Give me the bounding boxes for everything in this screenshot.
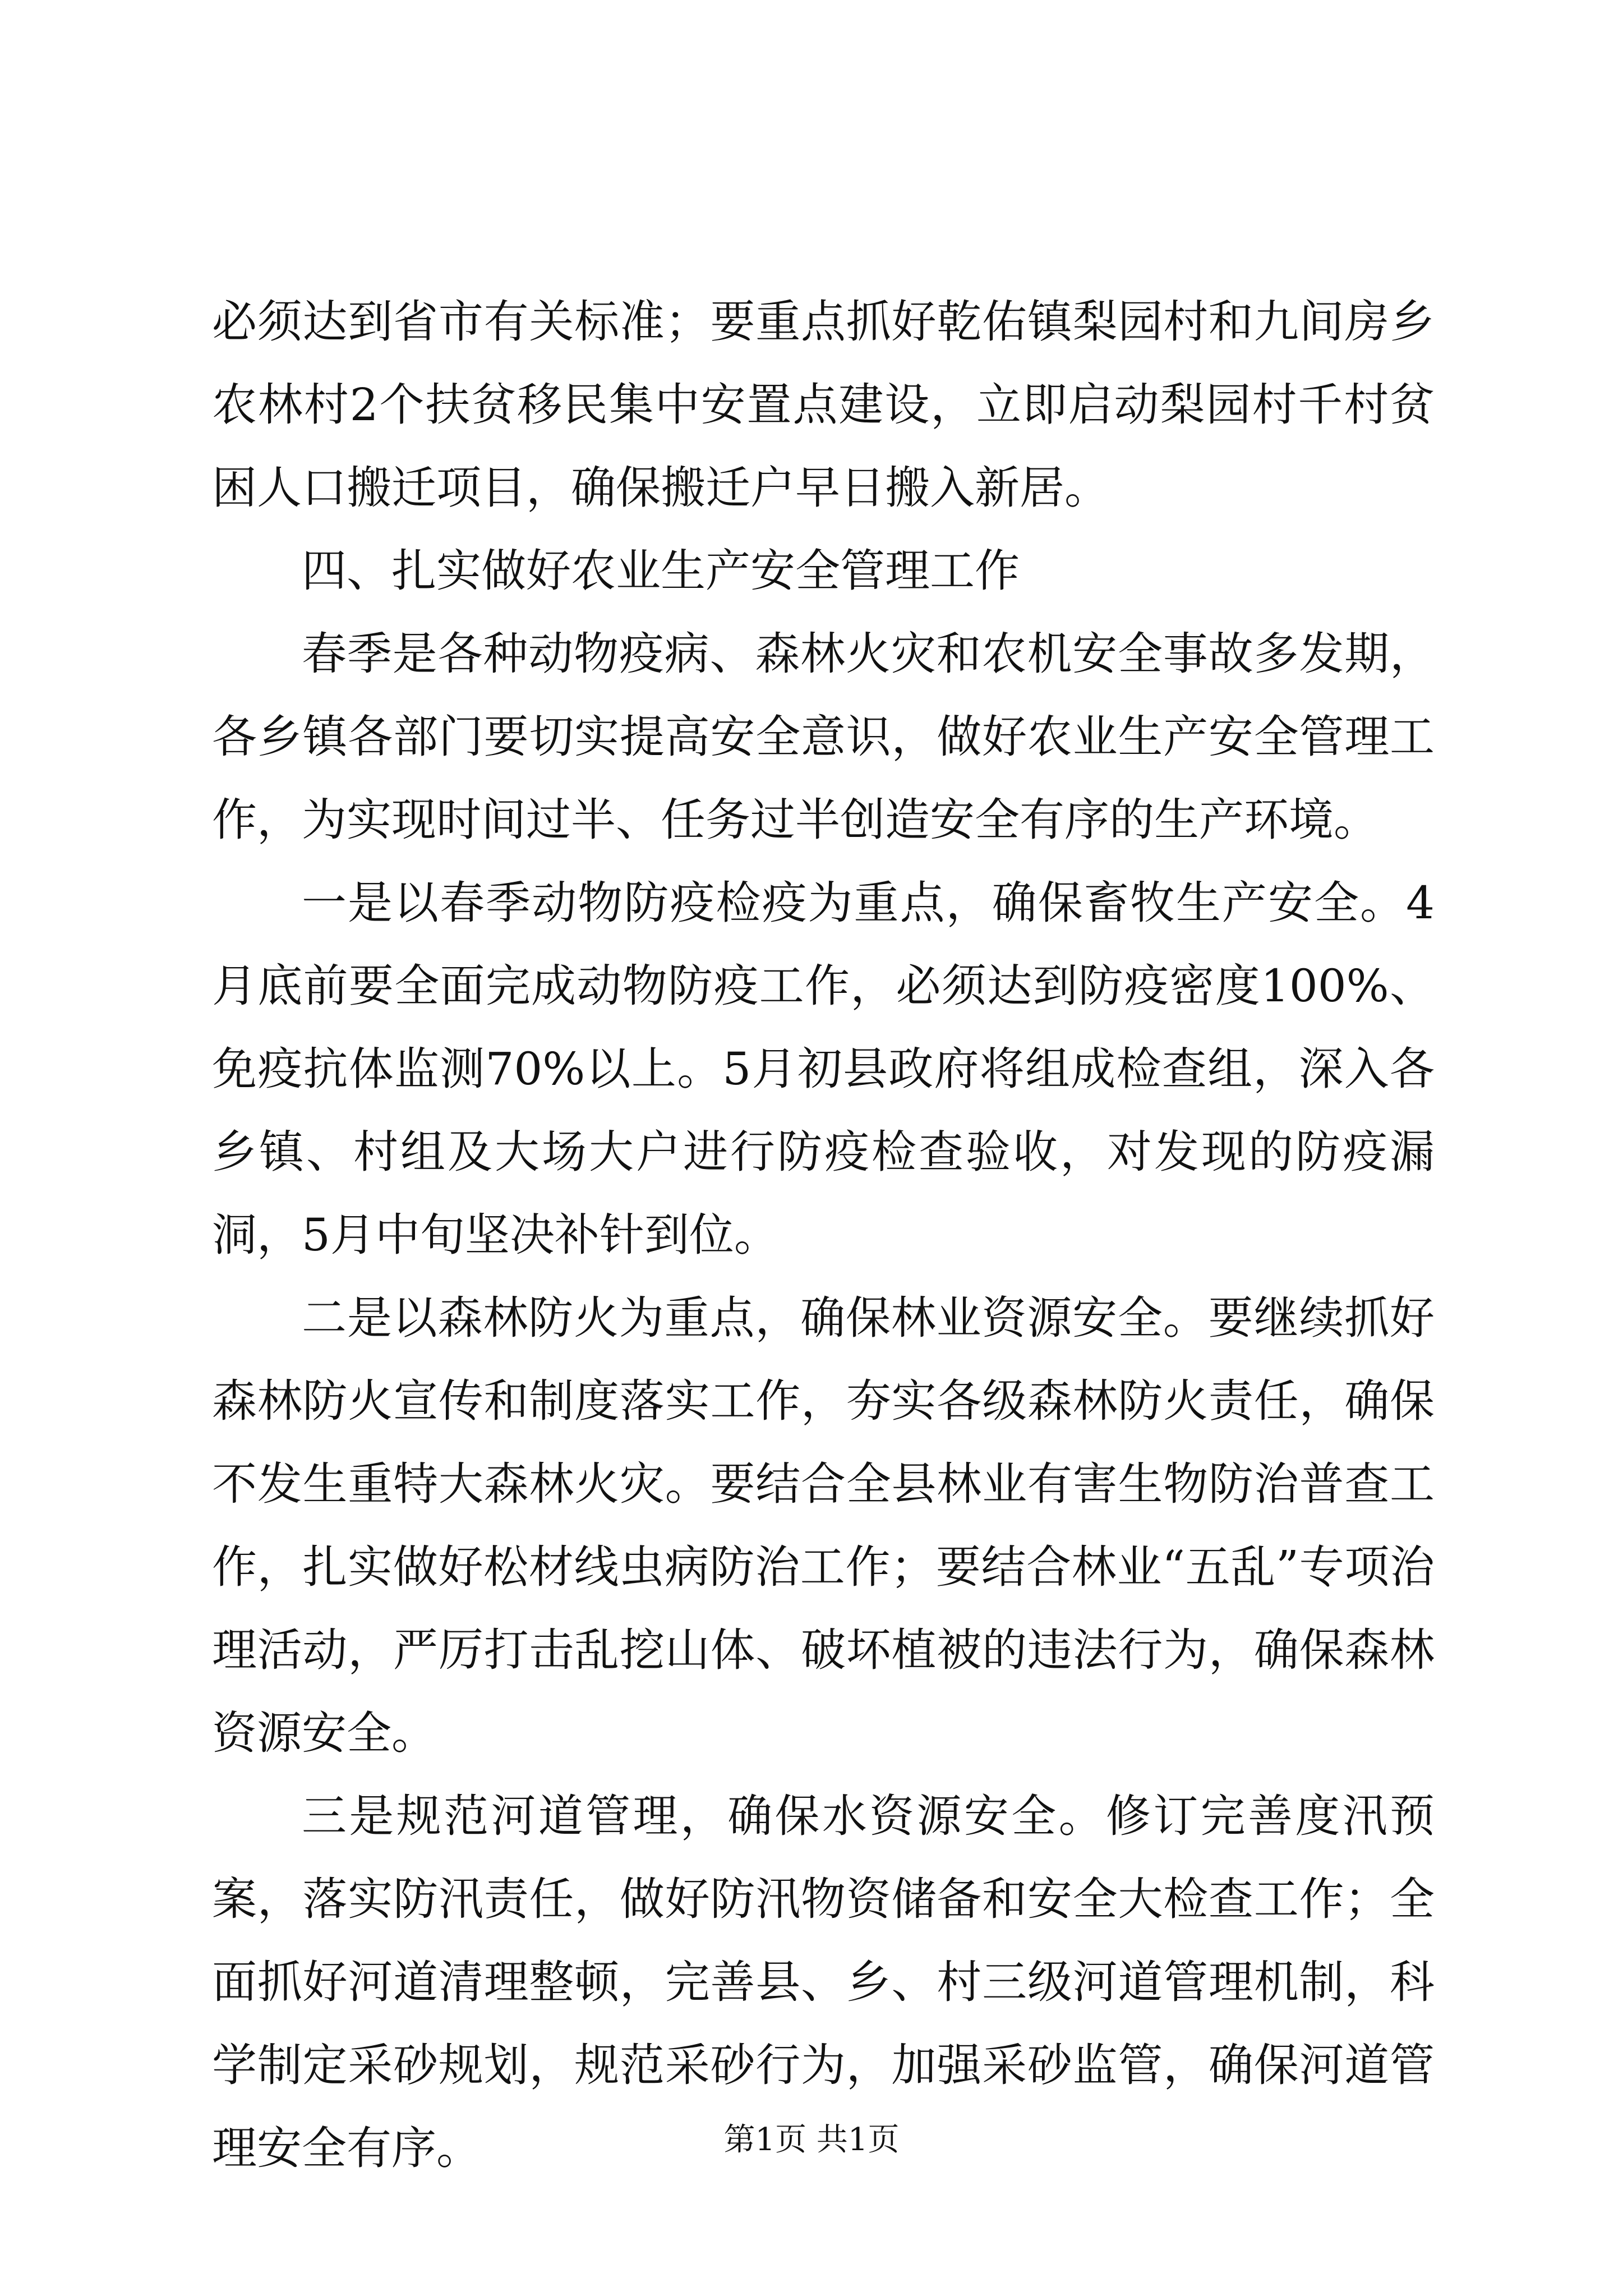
paragraph-intro: 春季是各种动物疫病、森林火灾和农机安全事故多发期，各乡镇各部门要切实提高安全意识，做好农业生产安全管理工作，为实现时间过半、任务过半创造安全有序的生产环境。 <box>212 628 1435 846</box>
paragraph-item-3: 三是规范河道管理，确保水资源安全。修订完善度汛预案，落实防汛责任，做好防汛物资储备和安全大检查工作；全面抓好河道清理整顿，完善县、乡、村三级河道管理机制，科学制定采砂规划，规范采砂行为，加强采砂监管，确保河道管理安全有序。 <box>212 1790 1435 2174</box>
paragraph-item-2: 二是以森林防火为重点，确保林业资源安全。要继续抓好森林防火宣传和制度落实工作，夯实各级森林防火责任，确保不发生重特大森林火灾。要结合全县林业有害生物防治普查工作，扎实做好松材线虫病防治工作；要结合林业“五乱”专项治理活动，严厉打击乱挖山体、破坏植被的违法行为，确保森林资源安全。 <box>212 1292 1435 1759</box>
paragraph-continuation: 必须达到省市有关标准；要重点抓好乾佑镇梨园村和九间房乡农林村2个扶贫移民集中安置点建设，立即启动梨园村千村贫困人口搬迁项目，确保搬迁户早日搬入新居。 <box>212 296 1435 514</box>
document-body <box>212 280 1435 2190</box>
paragraph-item-1: 一是以春季动物防疫检疫为重点，确保畜牧生产安全。4月底前要全面完成动物防疫工作，必须达到防疫密度100%、免疫抗体监测70%以上。5月初县政府将组成检查组，深入各乡镇、村组及大场大户进行防疫检查验收，对发现的防疫漏洞，5月中旬坚决补针到位。 <box>212 877 1435 1261</box>
page-number-footer: 第1页 共1页 <box>723 2122 900 2158</box>
section-heading: 四、扎实做好农业生产安全管理工作 <box>302 545 1020 597</box>
